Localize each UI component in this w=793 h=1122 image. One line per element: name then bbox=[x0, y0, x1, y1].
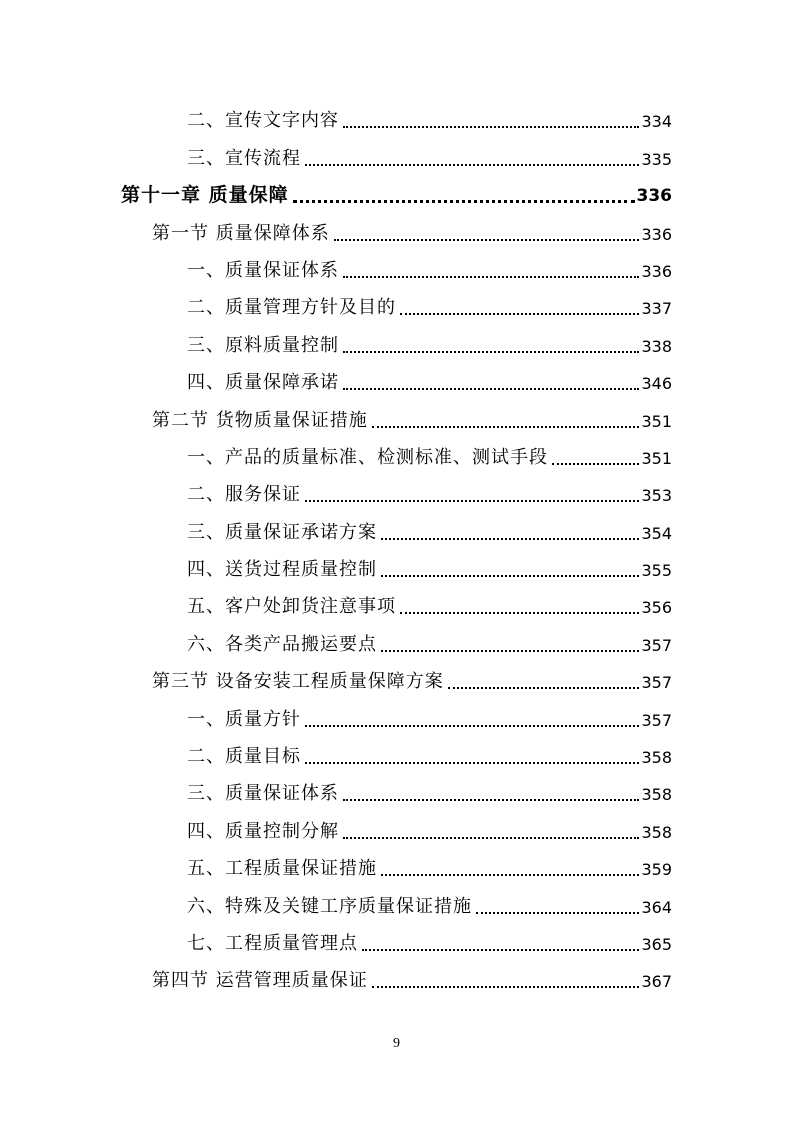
toc-entry-item[interactable] bbox=[0, 363, 793, 400]
toc-entry-title: 第二节 货物质量保证措施 bbox=[152, 409, 368, 431]
toc-entry-page: 365 bbox=[641, 934, 672, 954]
toc-entry-item[interactable] bbox=[0, 101, 793, 138]
toc-entry-item[interactable] bbox=[0, 849, 793, 886]
toc-leader-dots bbox=[476, 912, 639, 914]
toc-leader-dots bbox=[334, 239, 640, 241]
toc-entry-title: 三、原料质量控制 bbox=[187, 334, 339, 356]
toc-entry-page: 367 bbox=[641, 972, 672, 992]
toc-entry-title: 第十一章 质量保障 bbox=[121, 184, 289, 207]
toc-entry-title: 二、宣传文字内容 bbox=[187, 110, 339, 132]
toc-entry-page: 358 bbox=[641, 822, 672, 842]
toc-entry-title: 二、质量目标 bbox=[187, 746, 301, 768]
toc-leader-dots bbox=[343, 837, 639, 839]
toc-leader-dots bbox=[381, 575, 639, 577]
toc-entry-section[interactable] bbox=[0, 961, 793, 998]
toc-entry-title: 第四节 运营管理质量保证 bbox=[152, 970, 368, 992]
toc-entry-page: 354 bbox=[641, 523, 672, 543]
toc-entry-title: 第三节 设备安装工程质量保障方案 bbox=[152, 671, 444, 693]
toc-leader-dots bbox=[343, 388, 639, 390]
toc-entry-item[interactable] bbox=[0, 438, 793, 475]
toc-entry-item[interactable] bbox=[0, 512, 793, 549]
toc-leader-dots bbox=[343, 799, 639, 801]
toc-leader-dots bbox=[448, 687, 640, 689]
toc-entry-page: 336 bbox=[636, 186, 672, 207]
toc-leader-dots bbox=[362, 949, 639, 951]
toc-entry-page: 338 bbox=[641, 336, 672, 356]
toc-entry-title: 四、质量控制分解 bbox=[187, 820, 339, 842]
table-of-contents bbox=[0, 101, 793, 998]
toc-entry-item[interactable] bbox=[0, 251, 793, 288]
toc-entry-page: 335 bbox=[641, 149, 672, 169]
toc-entry-section[interactable] bbox=[0, 662, 793, 699]
toc-entry-page: 346 bbox=[641, 374, 672, 394]
toc-entry-item[interactable] bbox=[0, 475, 793, 512]
toc-entry-item[interactable] bbox=[0, 737, 793, 774]
toc-entry-item[interactable] bbox=[0, 774, 793, 811]
toc-entry-title: 三、质量保证承诺方案 bbox=[187, 521, 377, 543]
toc-entry-title: 二、服务保证 bbox=[187, 484, 301, 506]
toc-entry-page: 355 bbox=[641, 561, 672, 581]
toc-entry-section[interactable] bbox=[0, 213, 793, 250]
toc-entry-page: 358 bbox=[641, 785, 672, 805]
toc-entry-title: 六、各类产品搬运要点 bbox=[187, 633, 377, 655]
toc-entry-title: 五、客户处卸货注意事项 bbox=[187, 596, 396, 618]
page-number: 9 bbox=[393, 1036, 400, 1051]
toc-entry-item[interactable] bbox=[0, 924, 793, 961]
toc-entry-title: 五、工程质量保证措施 bbox=[187, 858, 377, 880]
toc-entry-title: 一、产品的质量标准、检测标准、测试手段 bbox=[187, 446, 548, 468]
toc-entry-page: 351 bbox=[641, 448, 672, 468]
toc-entry-chapter[interactable] bbox=[0, 176, 793, 213]
toc-leader-dots bbox=[381, 874, 639, 876]
toc-leader-dots bbox=[343, 126, 639, 128]
toc-entry-title: 三、质量保证体系 bbox=[187, 783, 339, 805]
toc-leader-dots bbox=[305, 500, 639, 502]
toc-entry-title: 六、特殊及关键工序质量保证措施 bbox=[187, 895, 472, 917]
toc-entry-title: 四、送货过程质量控制 bbox=[187, 559, 377, 581]
toc-entry-item[interactable] bbox=[0, 699, 793, 736]
toc-entry-page: 357 bbox=[641, 710, 672, 730]
toc-entry-title: 二、质量管理方针及目的 bbox=[187, 297, 396, 319]
toc-entry-item[interactable] bbox=[0, 325, 793, 362]
toc-entry-title: 四、质量保障承诺 bbox=[187, 372, 339, 394]
toc-entry-title: 一、质量方针 bbox=[187, 708, 301, 730]
toc-entry-title: 一、质量保证体系 bbox=[187, 259, 339, 281]
toc-entry-page: 336 bbox=[641, 224, 672, 244]
toc-entry-item[interactable] bbox=[0, 550, 793, 587]
toc-entry-item[interactable] bbox=[0, 811, 793, 848]
toc-entry-page: 357 bbox=[641, 673, 672, 693]
toc-entry-page: 337 bbox=[641, 299, 672, 319]
toc-leader-dots bbox=[372, 986, 640, 988]
toc-leader-dots bbox=[343, 351, 639, 353]
toc-entry-page: 357 bbox=[641, 635, 672, 655]
toc-entry-page: 336 bbox=[641, 261, 672, 281]
toc-leader-dots bbox=[293, 200, 635, 203]
toc-entry-page: 358 bbox=[641, 748, 672, 768]
toc-entry-item[interactable] bbox=[0, 587, 793, 624]
toc-entry-item[interactable] bbox=[0, 288, 793, 325]
toc-entry-section[interactable] bbox=[0, 400, 793, 437]
toc-leader-dots bbox=[381, 650, 639, 652]
toc-leader-dots bbox=[381, 538, 639, 540]
toc-leader-dots bbox=[372, 426, 640, 428]
toc-leader-dots bbox=[400, 612, 639, 614]
toc-leader-dots bbox=[552, 463, 639, 465]
toc-entry-page: 353 bbox=[641, 486, 672, 506]
toc-entry-item[interactable] bbox=[0, 624, 793, 661]
toc-leader-dots bbox=[400, 313, 639, 315]
toc-entry-page: 364 bbox=[641, 897, 672, 917]
toc-entry-page: 334 bbox=[641, 112, 672, 132]
toc-entry-item[interactable] bbox=[0, 886, 793, 923]
toc-entry-title: 第一节 质量保障体系 bbox=[152, 222, 330, 244]
toc-entry-page: 359 bbox=[641, 860, 672, 880]
toc-leader-dots bbox=[305, 164, 639, 166]
toc-entry-item[interactable] bbox=[0, 138, 793, 175]
toc-leader-dots bbox=[305, 762, 639, 764]
toc-entry-title: 三、宣传流程 bbox=[187, 147, 301, 169]
toc-leader-dots bbox=[343, 276, 639, 278]
toc-entry-page: 356 bbox=[641, 598, 672, 618]
toc-entry-title: 七、工程质量管理点 bbox=[187, 932, 358, 954]
toc-leader-dots bbox=[305, 725, 639, 727]
toc-entry-page: 351 bbox=[641, 411, 672, 431]
